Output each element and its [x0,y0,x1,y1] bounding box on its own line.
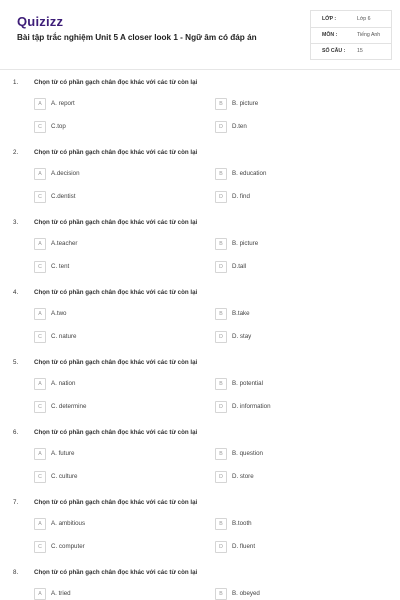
question-item [0,359,400,429]
option-letter-box: A [34,448,46,460]
option-text: A.two [51,310,67,317]
info-table [310,10,392,60]
worksheet-header [0,0,400,70]
info-label: SỐ CÂU : [322,48,346,54]
option-letter-box: C [34,121,46,133]
option-letter-box: D [215,191,227,203]
option-text: D. information [232,403,271,410]
option-letter-box: B [215,308,227,320]
info-row-grade [311,11,391,28]
question-item [0,219,400,289]
question-item [0,569,400,600]
option-letter-box: C [34,471,46,483]
question-text: Chọn từ có phần gạch chân đọc khác với các từ còn lại [34,79,198,86]
option-letter-box: A [34,588,46,600]
question-item [0,429,400,499]
question-item [0,289,400,359]
option-letter-box: B [215,168,227,180]
option-letter-box: A [34,518,46,530]
option-text: A. tried [51,590,71,597]
option-text: D.ten [232,123,247,130]
info-value: Lớp 6 [357,16,371,22]
option-text: B. picture [232,100,259,107]
option-letter-box: D [215,331,227,343]
option-text: A. future [51,450,75,457]
option-letter-box: B [215,378,227,390]
option-text: B.tooth [232,520,252,527]
question-text: Chọn từ có phần gạch chân đọc khác với các từ còn lại [34,569,198,576]
question-number: 6. [13,429,19,436]
option-letter-box: D [215,261,227,273]
option-letter-box: C [34,331,46,343]
question-text: Chọn từ có phần gạch chân đọc khác với các từ còn lại [34,359,198,366]
option-text: D.tall [232,263,247,270]
option-text: A. report [51,100,75,107]
info-row-subject [311,27,391,44]
option-letter-box: B [215,238,227,250]
option-text: C. tent [51,263,70,270]
option-letter-box: B [215,98,227,110]
question-text: Chọn từ có phần gạch chân đọc khác với các từ còn lại [34,149,198,156]
option-letter-box: B [215,588,227,600]
header-divider [0,69,400,70]
worksheet-title: Bài tập trắc nghiệm Unit 5 A closer look 1 - Ngữ âm có đáp án [17,33,257,42]
info-label: LỚP : [322,16,337,22]
option-text: A. ambitious [51,520,86,527]
option-text: C. culture [51,473,78,480]
option-letter-box: A [34,308,46,320]
question-text: Chọn từ có phần gạch chân đọc khác với các từ còn lại [34,289,198,296]
question-number: 7. [13,499,19,506]
info-value: Tiếng Anh [357,32,381,38]
option-letter-box: A [34,98,46,110]
option-text: B. education [232,170,267,177]
question-item [0,149,400,219]
option-letter-box: A [34,168,46,180]
question-text: Chọn từ có phần gạch chân đọc khác với các từ còn lại [34,499,198,506]
option-letter-box: C [34,541,46,553]
option-text: D. fluent [232,543,256,550]
option-letter-box: A [34,238,46,250]
option-text: A. nation [51,380,76,387]
option-text: C. computer [51,543,85,550]
question-number: 4. [13,289,19,296]
option-letter-box: B [215,518,227,530]
option-letter-box: C [34,191,46,203]
option-text: C. determine [51,403,87,410]
option-text: D. stay [232,333,252,340]
option-text: A.teacher [51,240,78,247]
question-number: 3. [13,219,19,226]
option-letter-box: A [34,378,46,390]
question-number: 2. [13,149,19,156]
option-text: A.decision [51,170,80,177]
info-label: MÔN : [322,32,338,38]
option-text: D. find [232,193,250,200]
question-text: Chọn từ có phần gạch chân đọc khác với các từ còn lại [34,219,198,226]
question-item [0,499,400,569]
info-row-question-count [311,43,391,59]
question-item [0,79,400,149]
option-text: C.top [51,123,66,130]
option-text: B. picture [232,240,259,247]
option-letter-box: D [215,121,227,133]
option-text: B. potential [232,380,263,387]
option-letter-box: D [215,471,227,483]
quizizz-logo: Quizizz [17,14,64,29]
option-letter-box: C [34,261,46,273]
option-text: B.take [232,310,250,317]
option-text: C. nature [51,333,77,340]
info-value: 15 [357,48,363,54]
option-text: B. obeyed [232,590,260,597]
question-number: 1. [13,79,19,86]
option-letter-box: C [34,401,46,413]
option-text: B. question [232,450,263,457]
option-text: C.dentist [51,193,76,200]
question-text: Chọn từ có phần gạch chân đọc khác với các từ còn lại [34,429,198,436]
option-letter-box: B [215,448,227,460]
question-number: 8. [13,569,19,576]
option-letter-box: D [215,401,227,413]
question-number: 5. [13,359,19,366]
option-text: D. store [232,473,254,480]
option-letter-box: D [215,541,227,553]
